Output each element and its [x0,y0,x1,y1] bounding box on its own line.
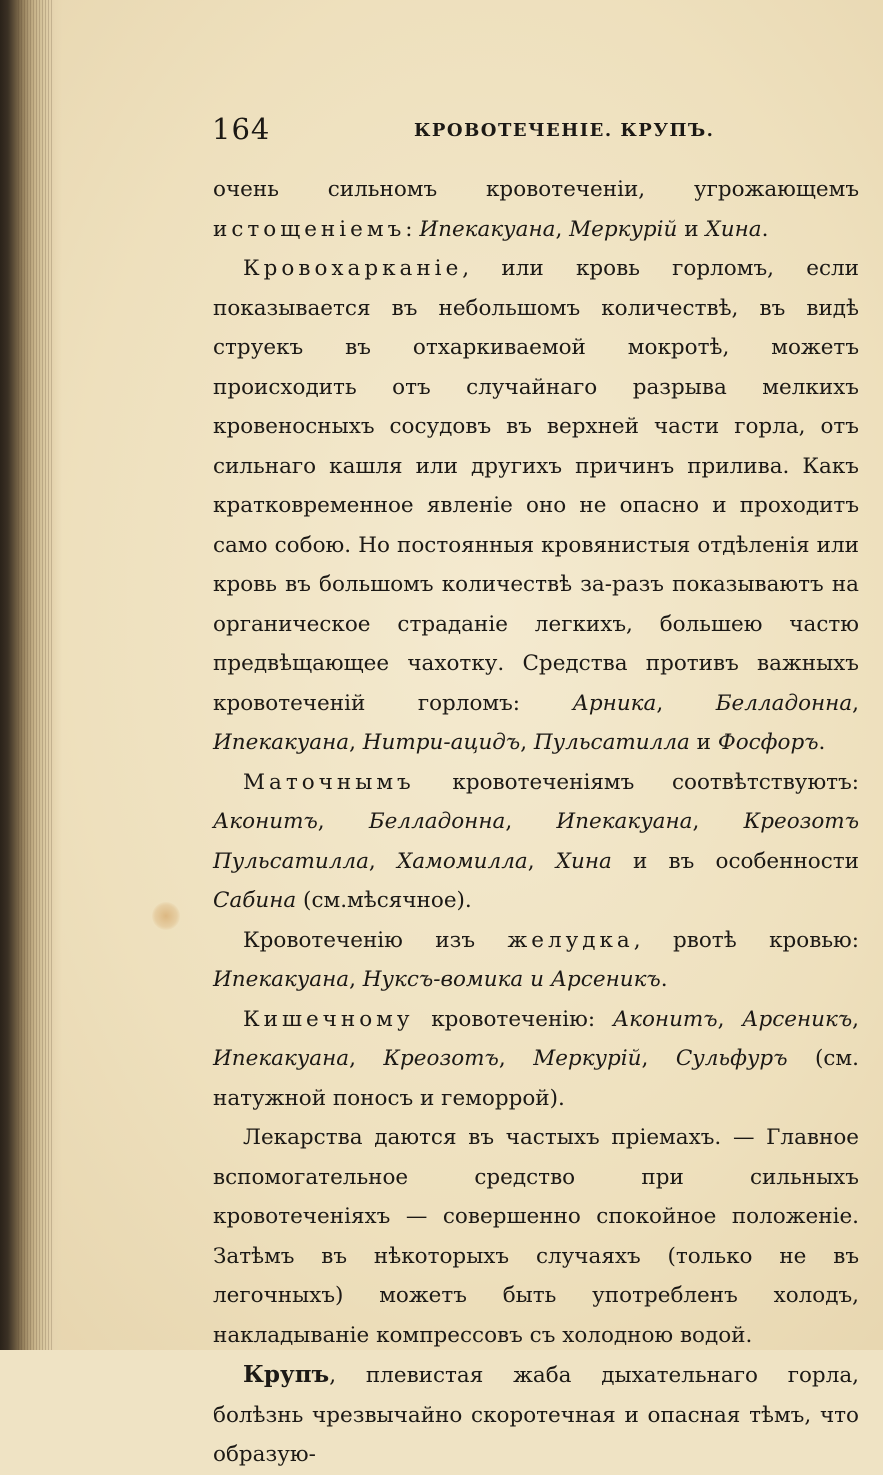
spaced-term: Кишечному [243,1006,414,1032]
remedy-name: Креозотъ [383,1046,499,1071]
remedy-name: Белладонна [715,690,853,716]
text-run: . [761,216,769,242]
page-body [213,170,859,1475]
remedy-name: Пульсатилла [533,730,690,755]
remedy-name: Нуксъ-вомика и Арсеникъ [362,967,661,992]
text-run: , [349,1046,384,1071]
remedy-name: Ипекакуана [556,809,693,834]
text-run: очень сильномъ кровотеченіи, угрожающемъ [213,177,859,202]
remedy-name: Фосфоръ [717,730,819,755]
remedy-name: Хина [705,216,762,242]
text-run: , [641,1046,676,1071]
paragraph-continuation [213,170,859,249]
text-run: . [660,967,668,992]
text-run: . [818,730,826,755]
remedy-name: Арника [572,690,657,716]
text-run: кровотеченію: [413,1006,613,1032]
text-run: , или кровь горломъ, если показывается въ небольшомъ количествѣ, въ видѣ струекъ въ отхаркиваемой мокротѣ, можетъ происходить отъ случайнаго разрыва мелкихъ кровеносныхъ сосудовъ въ верхней части горла, отъ сильнаго кашля или другихъ причинъ прилива. Какъ кратковременное явленіе оно не опасно и проходитъ само собою. Но постоянныя кровянистыя отдѣленія или кровь въ большомъ количествѣ за-разъ показываютъ на органическое страданіе легкихъ, большею частю предвѣщающее чахотку. Средства противъ важныхъ кровотеченій горломъ: [213,256,859,716]
remedy-name: Арсеникъ [742,1006,853,1032]
remedy-name: Белладонна [368,809,506,834]
text-run: , [368,848,397,874]
text-run: и въ особенности [611,848,859,874]
text-run: Лекарства даются въ частыхъ пріемахъ. — Главное вспомогательное средство при сильныхъ кровотеченіяхъ — совершенно спокойное положеніе. Затѣмъ въ нѣкоторыхъ случаяхъ (только не въ легочныхъ) можетъ быть употребленъ холодъ, накладываніе компрессовъ съ холодною водой. [213,1125,859,1348]
text-run: , [520,730,534,755]
spaced-term: Кровохарканіе [243,256,463,281]
text-run: , [717,1006,743,1032]
page-edge-lines [18,0,52,1350]
section-heading: Крупъ [243,1361,330,1388]
remedy-name: Хамомилла [396,848,528,874]
remedy-name: Аконитъ [612,1006,718,1032]
page-number: 164 [212,112,271,146]
text-run: , [349,967,363,992]
text-run: (см. натужной поносъ и геморрой). [213,1046,859,1111]
remedy-name: Ипекакуана [213,730,350,755]
text-run: и [689,730,718,755]
page-header [212,112,860,152]
text-run: , [498,1046,534,1071]
spaced-term: истощеніемъ [213,216,406,242]
remedy-name: Меркурій [569,216,678,242]
paragraph-hemoptysis [213,249,859,763]
remedy-name: Нитри-ацидъ [362,730,521,755]
text-run: , [852,690,859,716]
paper-stain [152,902,180,930]
paragraph-croup [213,1355,859,1475]
text-run: , плевистая жаба дыхательнаго горла, болѣзнь чрезвычайно скоротечная и опасная тѣмъ, что образую- [213,1363,859,1467]
text-run: , [555,216,570,242]
remedy-name: Креозотъ Пульсатилла [213,809,860,874]
remedy-name: Сульфуръ [675,1046,788,1071]
text-run: , [527,848,556,874]
spaced-term: Маточнымъ [243,769,415,795]
text-run: Кровотеченію изъ [243,927,508,953]
spaced-term: желудка [507,927,634,953]
text-run: , [349,730,363,755]
text-run: и [677,216,706,242]
paragraph-uterine [213,763,859,921]
running-head: КРОВОТЕЧЕНІЕ. КРУПЪ. [414,120,715,141]
text-run: , [505,809,557,834]
remedy-name: Ипекакуана [213,1046,350,1071]
remedy-name: Сабина [213,888,297,913]
remedy-name: Аконитъ [213,809,318,834]
text-run: кровотеченіямъ соотвѣтствуютъ: [414,769,859,795]
text-run: , [852,1006,860,1032]
text-run: : [405,216,420,242]
text-run: (см.мѣсячное). [296,888,472,913]
remedy-name: Меркурій [533,1046,642,1071]
remedy-name: Хина [555,848,612,874]
text-run: , [656,690,716,716]
text-run: , [317,809,369,834]
remedy-name: Ипекакуана [419,216,556,242]
paragraph-intestinal [213,1000,859,1119]
paragraph-dosing [213,1118,859,1355]
remedy-name: Ипекакуана [213,967,350,992]
text-run: , рвотѣ кровью: [633,927,859,953]
text-run: , [692,809,744,834]
paragraph-stomach [213,921,859,1000]
